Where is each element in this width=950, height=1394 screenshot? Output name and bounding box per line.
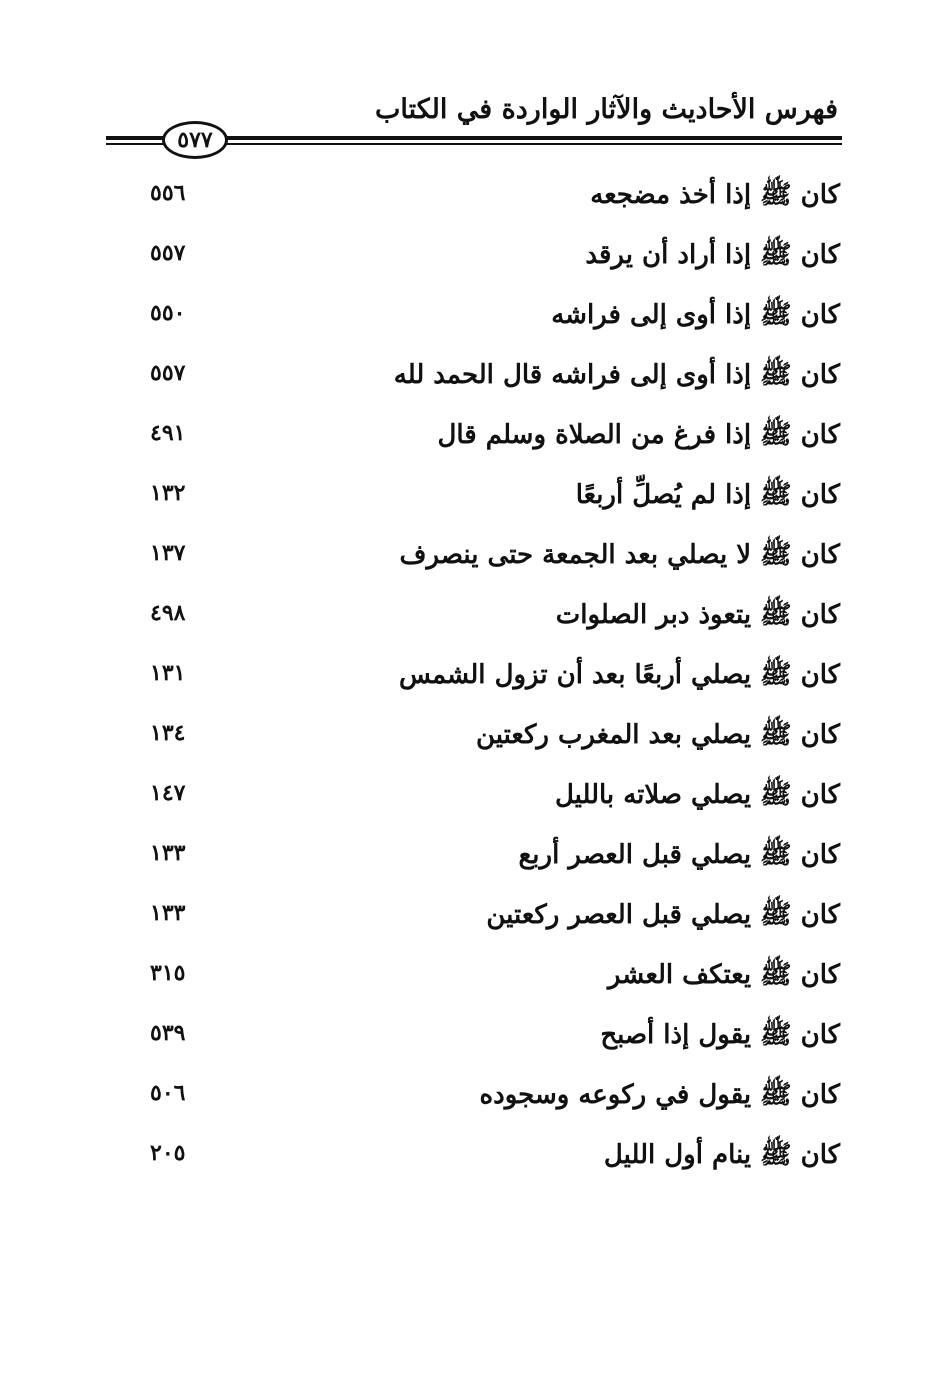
entry-page-number: ٥٠٦ [150, 1080, 186, 1106]
index-entry [150, 592, 840, 652]
entry-page-number: ٤٩١ [150, 420, 186, 446]
index-entry [150, 892, 840, 952]
entry-page-number: ٥٥٧ [150, 360, 186, 386]
entry-page-number: ١٤٧ [150, 780, 186, 806]
entry-page-number: ١٣٧ [150, 540, 186, 566]
index-entry [150, 652, 840, 712]
entry-page-number: ١٣٣ [150, 840, 186, 866]
entry-page-number: ٥٥٠ [150, 300, 186, 326]
index-entry [150, 952, 840, 1012]
index-entry [150, 832, 840, 892]
entry-page-number: ٥٥٦ [150, 180, 186, 206]
entry-page-number: ٤٩٨ [150, 600, 186, 626]
index-entry [150, 472, 840, 532]
index-entry [150, 772, 840, 832]
entry-page-number: ١٣٢ [150, 480, 186, 506]
entry-text: كان ﷺ إذا أوى إلى فراشه [551, 300, 840, 330]
entry-text: كان ﷺ يصلي أربعًا بعد أن تزول الشمس [399, 660, 840, 690]
hadith-index-list [150, 172, 840, 1192]
entry-page-number: ١٣٤ [150, 720, 186, 746]
index-entry [150, 232, 840, 292]
entry-page-number: ٣١٥ [150, 960, 186, 986]
entry-page-number: ٢٠٥ [150, 1140, 186, 1166]
entry-text: كان ﷺ يصلي بعد المغرب ركعتين [475, 720, 840, 750]
entry-text: كان ﷺ يتعوذ دبر الصلوات [555, 600, 840, 630]
entry-text: كان ﷺ يقول في ركوعه وسجوده [479, 1080, 840, 1110]
entry-text: كان ﷺ إذا أخذ مضجعه [590, 180, 840, 210]
entry-text: كان ﷺ إذا فرغ من الصلاة وسلم قال [437, 420, 840, 450]
entry-text: كان ﷺ إذا أراد أن يرقد [585, 240, 840, 270]
entry-text: كان ﷺ يقول إذا أصبح [600, 1020, 840, 1050]
entry-text: كان ﷺ يعتكف العشر [607, 960, 840, 990]
entry-text: كان ﷺ يصلي قبل العصر ركعتين [486, 900, 840, 930]
index-entry [150, 1072, 840, 1132]
index-entry [150, 352, 840, 412]
entry-page-number: ٥٣٩ [150, 1020, 186, 1046]
entry-text: كان ﷺ إذا لم يُصلِّ أربعًا [575, 480, 840, 510]
index-entry [150, 172, 840, 232]
index-entry [150, 292, 840, 352]
entry-text: كان ﷺ لا يصلي بعد الجمعة حتى ينصرف [399, 540, 840, 570]
page-number: ٥٧٧ [162, 121, 228, 159]
entry-text: كان ﷺ يصلي صلاته بالليل [554, 780, 840, 810]
entry-text: كان ﷺ يصلي قبل العصر أربع [518, 840, 840, 870]
entry-page-number: ١٣١ [150, 660, 186, 686]
running-header-title: فهرس الأحاديث والآثار الواردة في الكتاب [374, 94, 838, 125]
index-entry [150, 712, 840, 772]
entry-text: كان ﷺ ينام أول الليل [603, 1140, 840, 1170]
index-entry [150, 1012, 840, 1072]
entry-page-number: ٥٥٧ [150, 240, 186, 266]
index-entry [150, 532, 840, 592]
entry-text: كان ﷺ إذا أوى إلى فراشه قال الحمد لله [393, 360, 840, 390]
index-entry [150, 1132, 840, 1192]
entry-page-number: ١٣٣ [150, 900, 186, 926]
index-entry [150, 412, 840, 472]
